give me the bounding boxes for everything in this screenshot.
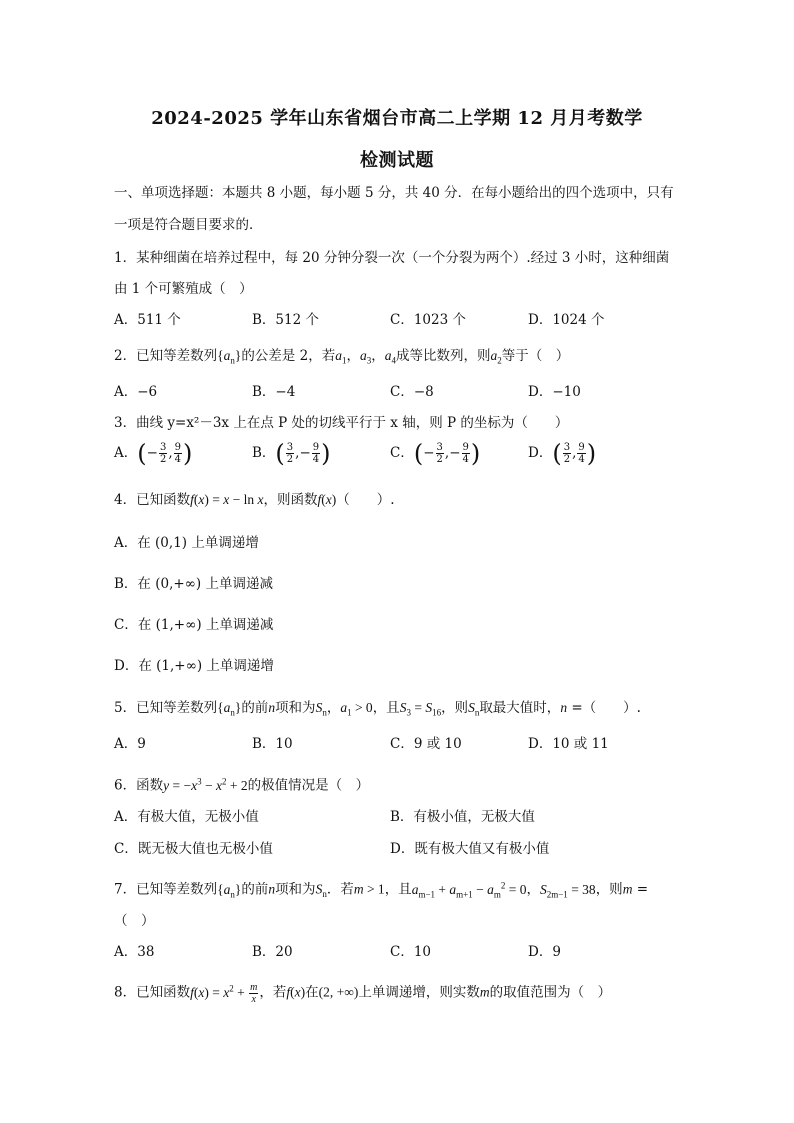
q2-terms-expr: a <box>335 348 342 363</box>
q4-option-d: D．在 (1,+∞) 上单调递增 <box>114 658 274 674</box>
q5-stem: 5．已知等差数列$\{a_n\}$的前n项和为$S_n$，$a_1 > 0$，且$S_3 = S_{16}$，则$S_n$取最大值时，n =（ ）. <box>114 700 641 718</box>
q3-option-b: B．( $\frac{3}{2}$ ,− $\frac{9}{4}$ ) <box>252 439 331 468</box>
q6-option-c: C．既无极大值也无极小值 <box>114 841 273 857</box>
q6-option-b: B．有极小值，无极大值 <box>390 809 535 825</box>
q2-stem-pre: 2．已知等差数列 <box>114 348 218 364</box>
q5-option-c: C．9 或 10 <box>390 736 462 752</box>
q6-function-expr: $y = -x^3 - x^2 + 2$ <box>163 776 248 793</box>
q1-option-b: B．512 个 <box>252 312 319 328</box>
q6-stem: 6．函数$y = -x^3 - x^2 + 2$的极值情况是（ ） <box>114 776 370 794</box>
q1-option-d: D．1024 个 <box>528 312 605 328</box>
q2-seq-expr: $\{a_n\}$ <box>217 348 242 366</box>
q1-stem-cont: 由 1 个可繁殖成（ ） <box>114 281 253 297</box>
q1-stem: 1．某种细菌在培养过程中，每 20 分钟分裂一次（一个分裂为两个）.经过 3 小时，这种细菌 <box>114 250 670 266</box>
q1-option-c: C．1023 个 <box>390 312 466 328</box>
q4-function-expr: f(x) = x − ln x <box>190 492 264 507</box>
q2-option-d: D．−10 <box>528 384 581 400</box>
doc-title-line1: 2024-2025 学年山东省烟台市高二上学期 12 月月考数学 <box>151 108 643 129</box>
q2-option-c: C．−8 <box>390 384 434 400</box>
q4-option-a: A．在 (0,1) 上单调递增 <box>114 535 259 551</box>
q5-option-b: B．10 <box>252 736 293 752</box>
doc-title-line2: 检测试题 <box>360 150 434 171</box>
q8-function-expr: $f(x) = x^2$ + $\frac{m}{x}$ <box>190 981 258 1005</box>
q7-stem: 7．已知等差数列$\{a_n\}$的前n项和为$S_n$．若m > 1，且$a_{m-1} + a_{m+1} - a_m^2 = 0$，$S_{2m-1} = 38$，则m = <box>114 880 649 900</box>
q4-option-b: B．在 (0,+∞) 上单调递减 <box>114 576 273 592</box>
q3-option-c: C．(− $\frac{3}{2}$ ,− $\frac{9}{4}$ ) <box>390 439 481 468</box>
q7-stem-cont: （ ） <box>114 913 155 929</box>
q2-option-b: B．−4 <box>252 384 296 400</box>
q6-option-d: D．既有极大值又有极小值 <box>390 841 550 857</box>
q7-option-a: A．38 <box>114 944 155 960</box>
q2-stem-mid1: 的公差是 2，若 <box>241 348 336 364</box>
q2-option-a: A．−6 <box>114 384 158 400</box>
section1-heading-cont: 一项是符合题目要求的． <box>114 217 263 233</box>
q4-option-c: C．在 (1,+∞) 上单调递减 <box>114 617 274 633</box>
q3-option-d: D．( $\frac{3}{2}$ , $\frac{9}{4}$ ) <box>528 439 597 468</box>
section1-heading: 一、单项选择题：本题共 8 小题，每小题 5 分，共 40 分．在每小题给出的四个选项中，只有 <box>114 185 674 201</box>
q5-option-a: A．9 <box>114 736 146 752</box>
q3-option-a: A．(− $\frac{3}{2}$ , $\frac{9}{4}$ ) <box>114 439 193 468</box>
q7-option-b: B．20 <box>252 944 293 960</box>
q8-stem: 8．已知函数$f(x) = x^2$ + $\frac{m}{x}$ ，若f(x)在(2, +∞)上单调递增，则实数m的取值范围为（ ） <box>114 981 612 1005</box>
q2-stem-post: 等于（ ） <box>501 348 570 364</box>
q7-option-d: D．9 <box>528 944 561 960</box>
q3-stem: 3．曲线 y=x²－3x 上在点 P 处的切线平行于 x 轴，则 P 的坐标为（ ） <box>114 415 569 431</box>
q6-option-a: A．有极大值，无极小值 <box>114 809 259 825</box>
q2-stem-mid2: 成等比数列，则 <box>395 348 491 364</box>
q2-stem: 2．已知等差数列$\{a_n\}$的公差是 2，若$a_1$，$a_3$，$a_4$成等比数列，则$a_2$等于（ ） <box>114 348 570 366</box>
q1-option-a: A．511 个 <box>114 312 181 328</box>
q5-option-d: D．10 或 11 <box>528 736 609 752</box>
q7-option-c: C．10 <box>390 944 432 960</box>
q4-stem: 4．已知函数f(x) = x − ln x，则函数f(x)（ ）. <box>114 492 395 508</box>
